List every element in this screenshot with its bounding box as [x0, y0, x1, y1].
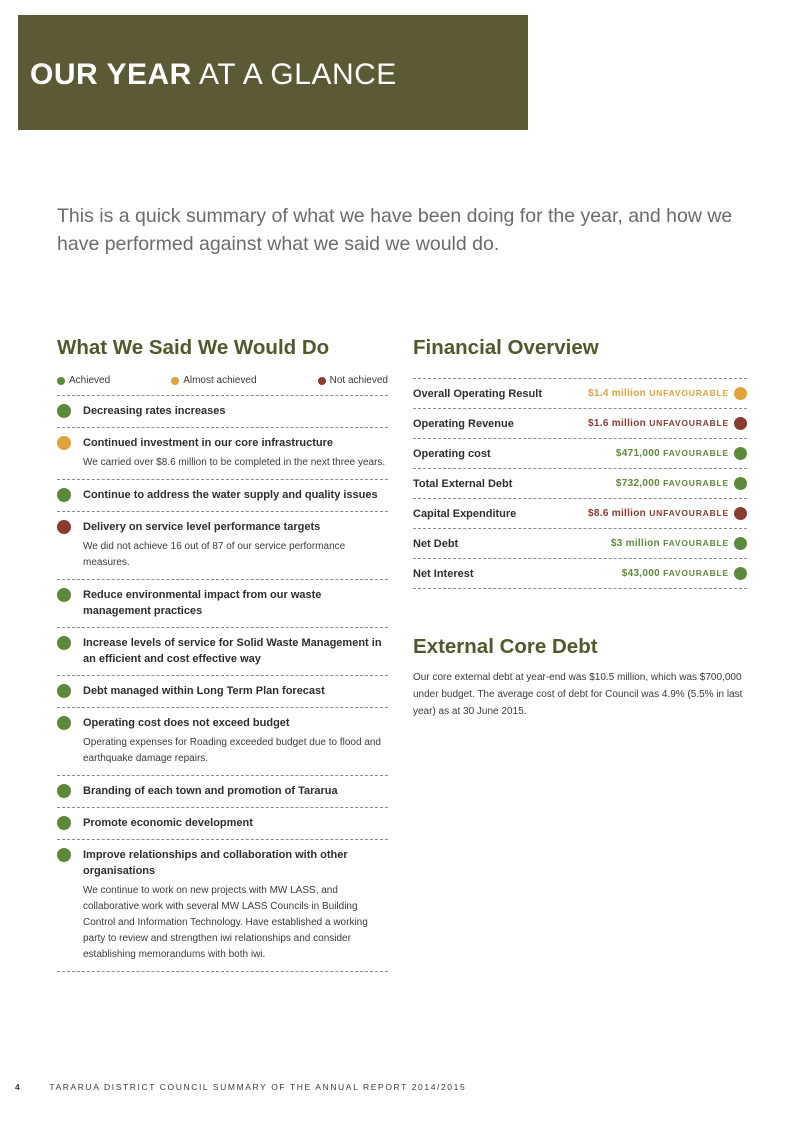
- debt-heading: External Core Debt: [413, 635, 598, 658]
- page-title: [30, 58, 397, 92]
- status-dot-icon: [734, 567, 747, 580]
- financial-row-status-word: FAVOURABLE: [663, 478, 729, 488]
- table-row: [413, 379, 747, 409]
- financial-row-value: [611, 538, 729, 549]
- list-item-note: Operating expenses for Roading exceeded budget due to flood and earthquake damage repairs.: [83, 737, 381, 764]
- list-item-text: [83, 435, 385, 471]
- financial-row-value: [588, 418, 729, 429]
- list-item-text: [83, 635, 388, 667]
- list-item-heading: Continued investment in our core infrastructure: [83, 437, 333, 449]
- list-item: [57, 428, 388, 480]
- list-item-heading: Decreasing rates increases: [83, 405, 226, 417]
- status-dot-icon: [734, 477, 747, 490]
- status-dot-icon: [734, 507, 747, 520]
- page-footer: [15, 1082, 466, 1092]
- financial-row-value: [588, 508, 729, 519]
- financial-row-result: [588, 417, 747, 430]
- status-dot-icon: [57, 848, 71, 862]
- list-item-text: [83, 487, 378, 503]
- status-dot-icon: [57, 404, 71, 418]
- commitments-heading: What We Said We Would Do: [57, 336, 330, 359]
- list-item: [57, 628, 388, 676]
- table-row: [413, 409, 747, 439]
- table-row: [413, 439, 747, 469]
- status-dot-icon: [734, 417, 747, 430]
- status-dot-icon: [57, 520, 71, 534]
- commitments-list: [57, 396, 388, 972]
- list-item: [57, 708, 388, 776]
- status-dot-icon: [57, 716, 71, 730]
- financial-row-status-word: FAVOURABLE: [663, 448, 729, 458]
- not-achieved-dot-icon: [318, 377, 326, 385]
- list-item: [57, 512, 388, 580]
- status-dot-icon: [57, 436, 71, 450]
- almost-dot-icon: [171, 377, 179, 385]
- table-row: [413, 499, 747, 529]
- list-item: [57, 808, 388, 840]
- list-item-text: [83, 587, 388, 619]
- financial-row-result: [588, 507, 747, 520]
- legend-almost: [171, 375, 256, 386]
- financial-row-status-word: UNFAVOURABLE: [649, 418, 729, 428]
- legend-almost-label: Almost achieved: [183, 375, 257, 386]
- financial-row-value: [616, 448, 729, 459]
- financial-row-status-word: UNFAVOURABLE: [649, 508, 729, 518]
- list-item-heading: Increase levels of service for Solid Waste Management in an efficient and cost effective way: [83, 637, 382, 665]
- financial-section: [413, 336, 747, 720]
- list-item-heading: Branding of each town and promotion of Tararua: [83, 785, 338, 797]
- legend-not-achieved: [318, 375, 388, 386]
- list-item-heading: Debt managed within Long Term Plan forecast: [83, 685, 325, 697]
- financial-row-status-word: FAVOURABLE: [663, 538, 729, 548]
- list-item-heading: Operating cost does not exceed budget: [83, 717, 290, 729]
- page-title-bold: OUR YEAR: [30, 58, 192, 91]
- list-item-heading: Delivery on service level performance targets: [83, 521, 321, 533]
- financial-row-amount: $471,000: [615, 448, 660, 459]
- financial-row-label: Overall Operating Result: [413, 387, 542, 400]
- status-dot-icon: [57, 588, 71, 602]
- financial-row-result: [616, 477, 747, 490]
- financial-row-status-word: FAVOURABLE: [663, 568, 729, 578]
- commitments-section: [57, 336, 388, 972]
- financial-heading: Financial Overview: [413, 336, 599, 359]
- financial-row-result: [622, 567, 747, 580]
- list-item-heading: Continue to address the water supply and quality issues: [83, 489, 378, 501]
- list-item: [57, 776, 388, 808]
- list-item: [57, 840, 388, 972]
- financial-row-label: Net Interest: [413, 567, 474, 580]
- table-row: [413, 559, 747, 589]
- list-item: [57, 396, 388, 428]
- list-item: [57, 676, 388, 708]
- financial-row-amount: $1.4 million: [588, 388, 647, 399]
- list-item-text: [83, 403, 225, 419]
- status-dot-icon: [57, 784, 71, 798]
- status-dot-icon: [57, 684, 71, 698]
- financial-row-label: Net Debt: [413, 537, 459, 550]
- debt-paragraph: Our core external debt at year-end was $10.5 million, which was $700,000 under budget. The average cost of debt for Council was 4.9% (5.5% in last year) as at 30 June 2015.: [413, 672, 743, 717]
- financial-row-amount: $732,000: [615, 478, 660, 489]
- debt-section: [413, 635, 747, 720]
- financial-table: [413, 378, 747, 589]
- financial-row-result: [611, 537, 747, 550]
- list-item-note: We carried over $8.6 million to be completed in the next three years.: [83, 457, 386, 468]
- list-item-text: [83, 783, 338, 799]
- financial-row-label: Operating cost: [413, 447, 491, 460]
- financial-row-amount: $43,000: [621, 568, 660, 579]
- table-row: [413, 469, 747, 499]
- list-item-heading: Improve relationships and collaboration with other organisations: [83, 849, 348, 877]
- page-number: 4: [15, 1082, 22, 1092]
- financial-row-value: [616, 478, 729, 489]
- financial-row-amount: $8.6 million: [588, 508, 647, 519]
- financial-row-label: Total External Debt: [413, 477, 513, 490]
- financial-row-status-word: UNFAVOURABLE: [649, 388, 729, 398]
- status-dot-icon: [734, 387, 747, 400]
- achieved-dot-icon: [57, 377, 65, 385]
- list-item-text: [83, 519, 388, 571]
- financial-row-amount: $3 million: [610, 538, 660, 549]
- legend-achieved: [57, 375, 110, 386]
- financial-row-value: [588, 388, 729, 399]
- legend-achieved-label: Achieved: [69, 375, 111, 386]
- list-item-text: [83, 683, 325, 699]
- financial-row-result: [616, 447, 747, 460]
- status-legend: [57, 375, 388, 396]
- financial-row-label: Operating Revenue: [413, 417, 514, 430]
- table-row: [413, 529, 747, 559]
- intro-paragraph: This is a quick summary of what we have been doing for the year, and how we have performed against what we said we would do.: [57, 205, 733, 255]
- financial-row-amount: $1.6 million: [588, 418, 647, 429]
- list-item-text: [83, 715, 388, 767]
- list-item-heading: Reduce environmental impact from our waste management practices: [83, 589, 322, 617]
- financial-row-result: [588, 387, 747, 400]
- status-dot-icon: [57, 636, 71, 650]
- financial-row-value: [622, 568, 729, 579]
- status-dot-icon: [734, 537, 747, 550]
- list-item-note: We did not achieve 16 out of 87 of our service performance measures.: [83, 541, 346, 568]
- status-dot-icon: [57, 816, 71, 830]
- page-title-light: AT A GLANCE: [199, 58, 397, 91]
- status-dot-icon: [57, 488, 71, 502]
- financial-row-label: Capital Expenditure: [413, 507, 517, 520]
- footer-text: TARARUA DISTRICT COUNCIL SUMMARY OF THE ANNUAL REPORT 2014/2015: [49, 1082, 467, 1092]
- list-item-text: [83, 847, 388, 963]
- list-item: [57, 480, 388, 512]
- list-item-note: We continue to work on new projects with MW LASS, and collaborative work with several MW LASS Councils in Building Control and Information Technology. Have established a working party to review and strengthen iwi relationships and consider establishing memorandums with both iwi.: [83, 885, 368, 960]
- status-dot-icon: [734, 447, 747, 460]
- list-item-text: [83, 815, 253, 831]
- list-item-heading: Promote economic development: [83, 817, 253, 829]
- list-item: [57, 580, 388, 628]
- legend-not-achieved-label: Not achieved: [329, 375, 388, 386]
